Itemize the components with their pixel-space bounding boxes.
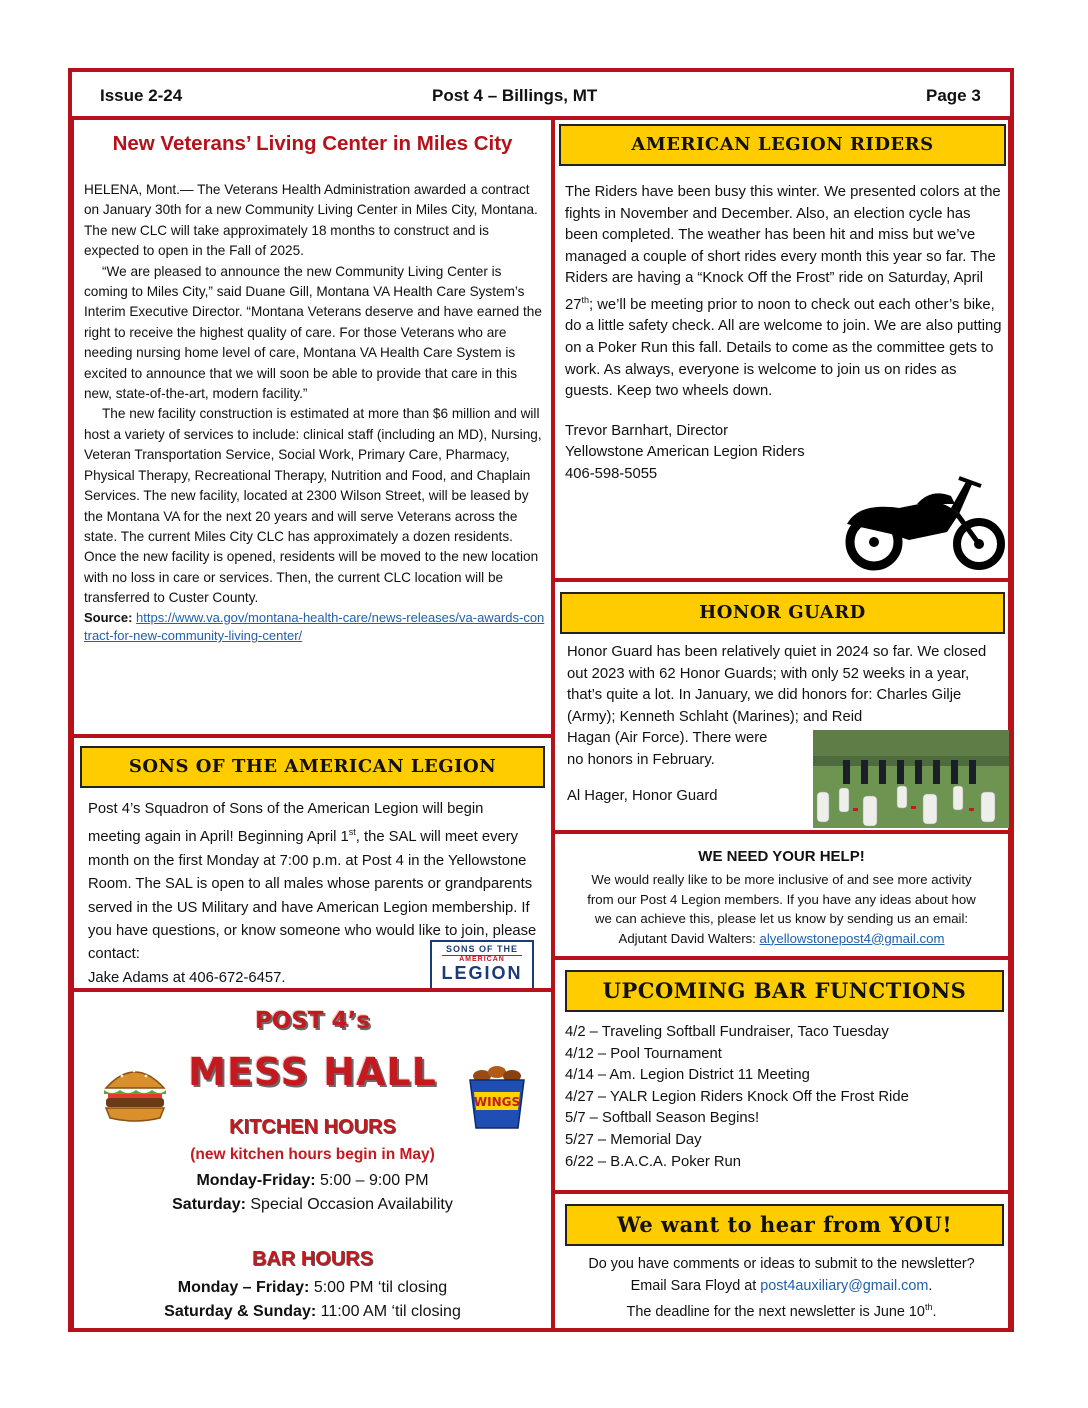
label: Saturday: — [172, 1196, 246, 1213]
honor-guard-text: no honors in February. — [567, 751, 715, 768]
kitchen-hours-title: KITCHEN HOURS — [229, 1116, 396, 1138]
riders-text: The Riders have been busy this winter. We presented colors at the fights in November and December. Also, an election cycle has been completed. The weather has been hit and miss but we’ve managed a couple of short rides every month this year so far. The Riders are having a “Knock Off the Frost” ride on Saturday, April 27 — [565, 184, 1001, 313]
motorcycle-icon — [839, 474, 1009, 574]
mess-hall-section — [70, 988, 555, 1332]
riders-signature-org: Yellowstone American Legion Riders — [565, 444, 805, 461]
list-item: 5/27 – Memorial Day — [565, 1131, 702, 1148]
bar-functions-section — [551, 956, 1012, 1194]
article-paragraph: HELENA, Mont.— The Veterans Health Administration awarded a contract on January 30th for a new Community Living Center in Miles City, Montana. The new CLC will take approximately 18 months to construct and is expected to open in the Fall of 2025. — [84, 182, 538, 259]
logo-text: SONS OF THE — [445, 944, 518, 954]
superscript: st — [348, 827, 356, 838]
hours: 5:00 – 9:00 PM — [320, 1172, 429, 1189]
label: Monday-Friday: — [196, 1172, 316, 1189]
bar-hours-title: BAR HOURS — [251, 1248, 374, 1270]
hours: 11:00 AM ‘til closing — [320, 1303, 461, 1320]
article-paragraph: The new facility construction is estimated at more than $6 million and will host a variety of services to include: clinical staff (including an MD), Nursing, Veteran Transportation Service, Social Work, Primary Care, Pharmacy, Physical Therapy, Recreational Therapy, Nutrition and Food, and Chaplain Services. The new facility, located at 2300 Wilson Street, will be leased by the Montana VA for the next 20 years and will serve Veterans across the state. The current Miles City CLC has approximately a dozen residents. Once the new facility is opened, residents will be moved to the new location with no loss in care or services. Then, the current CLC location will be transferred to Custer County. — [84, 406, 542, 606]
help-text: We would really like to be more inclusive of and see more activity — [591, 872, 972, 887]
bar-functions-list — [565, 1022, 1005, 1173]
riders-text: ; we’ll be meeting prior to noon to check out each other’s bike, do a little safety check. All are welcome to join. We are also putting on a Poker Run this fall. Details to come as the committee gets to work. As always, everyone is welcome to join us on rides as guests. Keep two wheels down. — [565, 296, 1002, 400]
riders-banner: AMERICAN LEGION RIDERS — [559, 124, 1006, 166]
wings-label: WINGS — [473, 1095, 521, 1109]
kitchen-weekday — [74, 1172, 551, 1190]
logo-text: LEGION — [441, 963, 523, 983]
help-text: from our Post 4 Legion members. If you have any ideas about how — [587, 891, 976, 907]
list-item: 4/2 – Traveling Softball Fundraiser, Taco Tuesday — [565, 1024, 889, 1040]
honor-guard-photo — [813, 730, 1009, 828]
article-paragraph: “We are pleased to announce the new Community Living Center is coming to Miles City,” said Duane Gill, Montana VA Health Care System’s Interim Executive Director. “Montana Veterans deserve and have earned the right to receive the highest quality of care. For those Veterans who are needing nursing home level of care, Montana VA Health Care System is excited to announce that we will soon be able to provide that care in this new, state-of-the-art, modern facility.” — [84, 263, 542, 402]
sons-legion-banner: SONS OF THE AMERICAN LEGION — [80, 746, 545, 788]
help-title: WE NEED YOUR HELP! — [698, 848, 865, 865]
label: Saturday & Sunday: — [164, 1303, 317, 1320]
mess-hall-title: MESS HALL — [188, 1050, 437, 1094]
bar-weekend — [74, 1303, 551, 1321]
burger-icon — [100, 1060, 170, 1124]
page-number: Page 3 — [926, 86, 981, 105]
feedback-text: Do you have comments or ideas to submit to the newsletter? — [588, 1256, 975, 1272]
post-location: Post 4 – Billings, MT — [432, 86, 598, 105]
bar-functions-banner: UPCOMING BAR FUNCTIONS — [565, 970, 1004, 1012]
riders-section — [551, 116, 1012, 582]
source-link[interactable]: https://www.va.gov/montana-health-care/news-releases/va-awards-contract-for-new-community-living-center/ — [84, 609, 545, 644]
help-text: Adjutant David Walters: — [618, 930, 756, 946]
sons-text: , the SAL will meet every month on the first Monday at 7:00 p.m. at Post 4 in the Yellowstone Room. The SAL is open to all males whose parents or grandparents served in the US Military and have American Legion membership. If you have questions, or know someone who would like to join, please contact: — [88, 829, 537, 963]
help-body — [555, 870, 1008, 948]
riders-signature-name: Trevor Barnhart, Director — [565, 422, 729, 439]
feedback-email[interactable]: post4auxiliary@gmail.com — [760, 1277, 929, 1294]
list-item: 4/12 – Pool Tournament — [565, 1045, 722, 1062]
hours: Special Occasion Availability — [250, 1196, 453, 1213]
kitchen-saturday — [74, 1196, 551, 1214]
sons-text: Post 4’s Squadron of Sons of the American Legion will begin meeting again in April! Beginning April 1 — [88, 801, 484, 846]
feedback-text: Email Sara Floyd at — [630, 1277, 757, 1294]
list-item: 5/7 – Softball Season Begins! — [565, 1110, 760, 1127]
list-item: 4/14 – Am. Legion District 11 Meeting — [565, 1067, 810, 1084]
sons-legion-logo — [430, 940, 534, 990]
bar-weekday — [74, 1279, 551, 1297]
help-email-link[interactable]: alyellowstonepost4@gmail.com — [759, 930, 945, 946]
list-item: 4/27 – YALR Legion Riders Knock Off the Frost Ride — [565, 1088, 909, 1105]
riders-signature-phone: 406-598-5055 — [565, 466, 658, 483]
help-section — [551, 830, 1012, 960]
veterans-center-section — [70, 116, 555, 738]
hours: 5:00 PM ‘til closing — [313, 1279, 448, 1296]
honor-guard-signature: Al Hager, Honor Guard — [567, 787, 718, 804]
issue-number: Issue 2-24 — [100, 86, 183, 105]
honor-guard-section — [551, 578, 1012, 834]
superscript: th — [581, 294, 589, 305]
kitchen-note: (new kitchen hours begin in May) — [190, 1146, 435, 1163]
help-text: we can achieve this, please let us know by sending us an email: — [594, 911, 969, 926]
feedback-text: The deadline for the next newsletter is June 10 — [626, 1303, 925, 1320]
feedback-text: . — [928, 1277, 933, 1294]
feedback-banner: We want to hear from YOU! — [565, 1204, 1004, 1246]
source-label: Source: — [84, 609, 133, 625]
riders-body — [565, 182, 1007, 486]
veterans-center-title: New Veterans’ Living Center in Miles City — [112, 132, 513, 155]
honor-guard-banner: HONOR GUARD — [560, 592, 1005, 634]
veterans-center-body — [84, 180, 546, 646]
logo-text: AMERICAN — [442, 955, 522, 963]
label: Monday – Friday: — [177, 1279, 310, 1296]
feedback-section — [551, 1190, 1012, 1332]
list-item: 6/22 – B.A.C.A. Poker Run — [565, 1153, 742, 1170]
honor-guard-text: Hagan (Air Force). There were — [567, 730, 768, 747]
feedback-body — [555, 1254, 1008, 1324]
superscript: th — [924, 1302, 933, 1313]
mess-hall-post: POST 4’s — [254, 1008, 371, 1034]
honor-guard-text: Honor Guard has been relatively quiet in 2024 so far. We closed out 2023 with 62 Honor Guards; with only 52 weeks in a year, that’s quite a lot. In January, we did honors for: Charles Gilje (Army); Kenneth Schlaht (Marines); and Reid — [567, 644, 987, 725]
sons-legion-section — [70, 734, 555, 992]
feedback-text: . — [932, 1303, 937, 1320]
sons-contact: Jake Adams at 406-672-6457. — [88, 969, 286, 986]
